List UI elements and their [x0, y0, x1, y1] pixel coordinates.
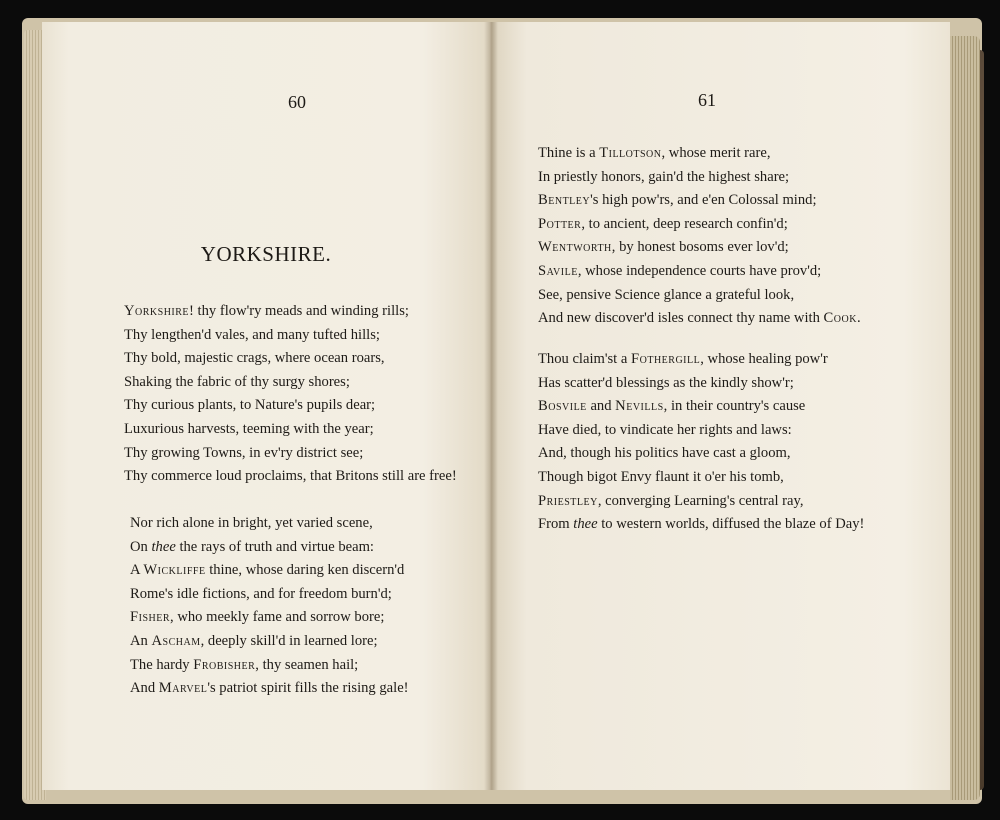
line-text: 's high pow'rs, and e'en Colossal mind; [590, 192, 817, 209]
line-text: , thy seamen hail; [255, 656, 359, 673]
line-text: Rome's idle fictions, and for freedom burn'd; [130, 585, 392, 602]
line-italic: thee [151, 538, 176, 555]
line-text: , whose merit rare, [661, 145, 771, 161]
line-text: Thine is a [538, 145, 600, 161]
poem-line [538, 189, 861, 213]
line-text: Thy lengthen'd vales, and many tufted hills; [124, 326, 380, 343]
line-text: And new discover'd isles connect thy name with [538, 310, 824, 327]
line-text: And, though his politics have cast a gloom, [538, 445, 791, 462]
line-text: The hardy [130, 656, 194, 673]
poem-line [124, 465, 457, 489]
proper-name: Wickliffe [143, 562, 206, 579]
line-text: , by honest bosoms ever lov'd; [611, 239, 789, 256]
line-text: , whose healing pow'r [700, 351, 828, 367]
poem-title: YORKSHIRE. [200, 242, 332, 266]
poem-line [130, 606, 409, 630]
poem-line [124, 418, 457, 442]
line-text: An [130, 632, 152, 649]
line-italic: thee [573, 516, 598, 533]
line-text: 's patriot spirit fills the rising gale! [207, 680, 409, 697]
line-text: In priestly honors, gain'd the highest share; [538, 168, 790, 185]
line-text: to western worlds, diffused the blaze of Day! [597, 516, 865, 533]
proper-name: Ascham [151, 632, 201, 649]
left-page-number: 60 [288, 92, 306, 112]
line-text: the rays of truth and virtue beam: [175, 538, 374, 555]
proper-name: Fisher [130, 609, 171, 626]
right-stanza-2 [538, 348, 864, 537]
proper-name: Tillotson [599, 145, 662, 161]
line-text: , whose independence courts have prov'd; [577, 262, 822, 279]
left-stanza-2 [130, 512, 409, 701]
poem-line [538, 307, 861, 331]
line-text: ! thy flow'ry meads and winding rills; [189, 303, 409, 319]
poem-line [538, 348, 864, 372]
line-text: Nor rich alone in bright, yet varied scene, [130, 515, 373, 531]
poem-line [538, 395, 864, 419]
line-text: Shaking the fabric of thy surgy shores; [124, 373, 350, 390]
poem-line [130, 677, 409, 701]
line-text: Has scatter'd blessings as the kindly show'r; [538, 374, 794, 391]
line-text: Thy growing Towns, in ev'ry district see; [124, 444, 364, 461]
line-text: , in their country's cause [663, 398, 806, 415]
poem-line [124, 371, 457, 395]
poem-line [538, 442, 864, 466]
line-text: , converging Learning's central ray, [597, 492, 804, 509]
right-stanza-1 [538, 142, 861, 331]
poem-line [538, 260, 861, 284]
left-page [42, 22, 490, 790]
proper-name: Yorkshire [124, 303, 190, 319]
poem-line [130, 536, 409, 560]
line-text: Thou claim'st a [538, 351, 632, 367]
poem-line [538, 372, 864, 396]
line-text: From [538, 516, 574, 533]
line-text: And [130, 680, 159, 697]
poem-line [124, 394, 457, 418]
line-text: Luxurious harvests, teeming with the year; [124, 420, 374, 437]
poem-line [124, 324, 457, 348]
line-text: A [130, 562, 144, 579]
poem-line [538, 513, 864, 537]
line-text: Thy commerce loud proclaims, that Britons still are free! [124, 468, 457, 485]
right-page [490, 22, 950, 790]
proper-name: Bosvile [538, 398, 587, 415]
poem-line [124, 300, 457, 324]
proper-name: Potter [538, 215, 582, 232]
line-text: , who meekly fame and sorrow bore; [170, 609, 385, 626]
poem-line [130, 583, 409, 607]
poem-line [538, 490, 864, 514]
poem-line [538, 213, 861, 237]
poem-line [538, 466, 864, 490]
proper-name: Marvel [158, 680, 208, 697]
proper-name: Fothergill [631, 351, 701, 367]
right-page-number: 61 [698, 90, 716, 110]
book-gutter [484, 22, 498, 790]
left-stanza-1 [124, 300, 457, 489]
poem-line [538, 419, 864, 443]
line-text: , deeply skill'd in learned lore; [200, 632, 378, 649]
proper-name: Bentley [538, 192, 591, 209]
proper-name: Savile [538, 262, 578, 279]
poem-line [130, 559, 409, 583]
line-text: Thy curious plants, to Nature's pupils dear; [124, 397, 376, 414]
poem-line [538, 166, 861, 190]
poem-line [124, 442, 457, 466]
line-text: , to ancient, deep research confin'd; [581, 215, 788, 232]
poem-line [538, 142, 861, 166]
poem-line [130, 512, 409, 536]
proper-name: Priestley [538, 492, 598, 509]
line-text: Though bigot Envy flaunt it o'er his tomb, [538, 468, 784, 485]
line-text: thine, whose daring ken discern'd [205, 562, 405, 579]
proper-name: Cook [823, 310, 857, 327]
line-text: See, pensive Science glance a grateful look, [538, 286, 795, 303]
proper-name: Wentworth [538, 239, 612, 256]
poem-line [130, 630, 409, 654]
proper-name: Frobisher [193, 656, 256, 673]
line-text: and [586, 398, 616, 415]
poem-line [538, 236, 861, 260]
line-text: Thy bold, majestic crags, where ocean roars, [124, 350, 385, 367]
poem-line [538, 284, 861, 308]
poem-line [130, 654, 409, 678]
proper-name: Nevills [615, 398, 664, 415]
poem-line [124, 347, 457, 371]
line-text: . [856, 310, 861, 327]
line-text: On [130, 538, 152, 555]
right-page-edges [950, 36, 980, 800]
line-text: Have died, to vindicate her rights and laws: [538, 421, 792, 438]
